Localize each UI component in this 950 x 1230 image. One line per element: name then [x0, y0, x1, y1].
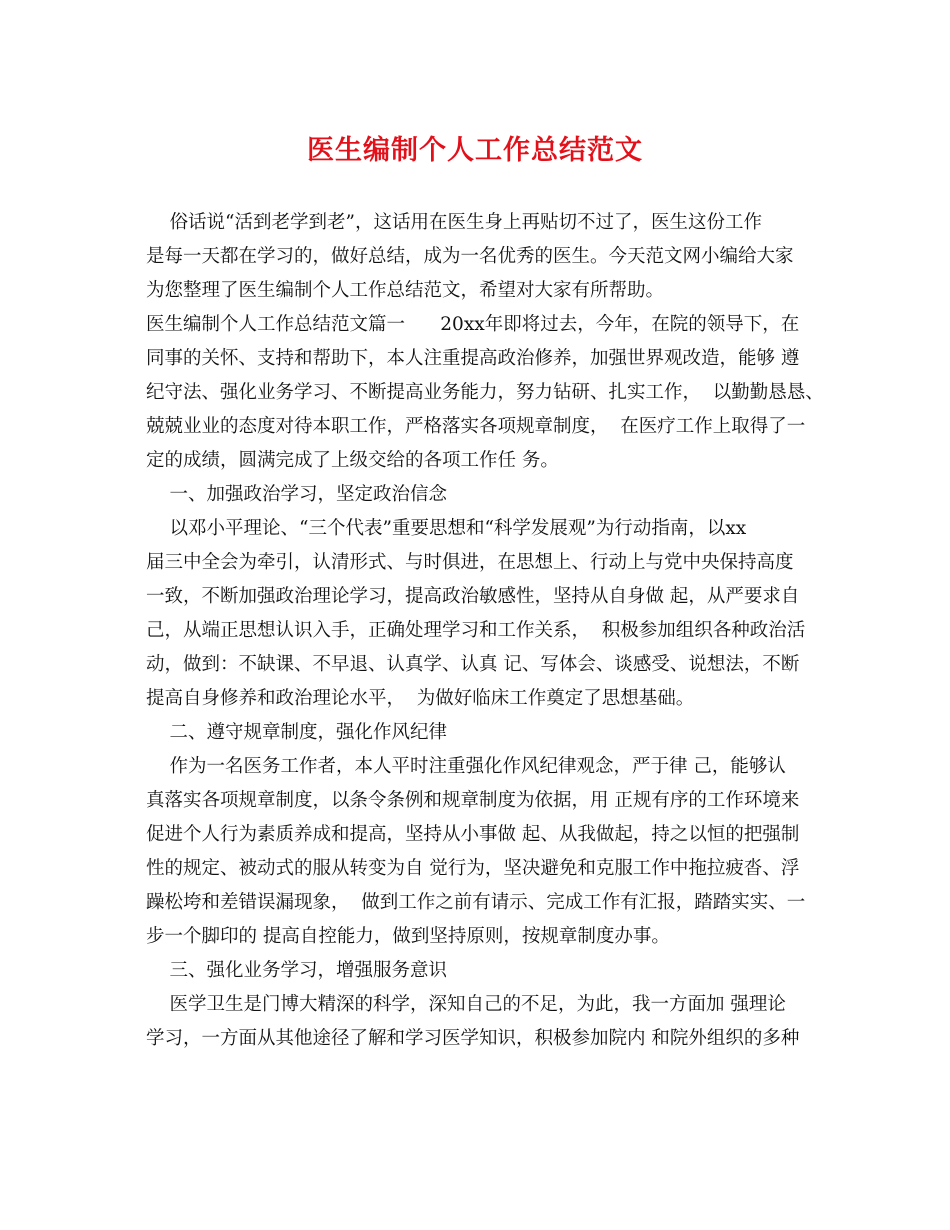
text-line: 真落实各项规章制度，以条令条例和规章制度为依据，用 正规有序的工作环境来	[146, 790, 800, 811]
text-line: 促进个人行为素质养成和提高，坚持从小事做 起、从我做起，持之以恒的把强制	[146, 824, 800, 845]
text-line: 一、加强政治学习，坚定政治信念	[146, 484, 448, 505]
text-line: 医学卫生是门博大精深的科学，深知自己的不足，为此，我一方面加 强理论	[146, 994, 786, 1015]
text-line: 纪守法、强化业务学习、不断提高业务能力，努力钻研、扎实工作， 以勤勤恳恳、	[146, 382, 824, 403]
text-line: 同事的关怀、支持和帮助下，本人注重提高政治修养，加强世界观改造，能够 遵	[146, 348, 800, 369]
text-line: 性的规定、被动式的服从转变为自 觉行为，坚决避免和克服工作中拖拉疲沓、浮	[146, 858, 800, 879]
text-line: 兢兢业业的态度对待本职工作，严格落实各项规章制度， 在医疗工作上取得了一	[146, 416, 806, 437]
text-line: 作为一名医务工作者，本人平时注重强化作风纪律观念，严于律 己，能够认	[146, 756, 786, 777]
text-line: 三、强化业务学习，增强服务意识	[146, 960, 448, 981]
text-line: 以邓小平理论、“三个代表”重要思想和“科学发展观”为行动指南，以xx	[146, 518, 747, 539]
text-line: 届三中全会为牵引，认清形式、与时俱进，在思想上、行动上与党中央保持高度	[146, 552, 794, 573]
document-body	[146, 206, 826, 1056]
text-line: 提高自身修养和政治理论水平， 为做好临床工作奠定了思想基础。	[146, 688, 695, 709]
text-line: 为您整理了医生编制个人工作总结范文，希望对大家有所帮助。	[146, 280, 665, 301]
text-line: 一致，不断加强政治理论学习，提高政治敏感性，坚持从自身做 起，从严要求自	[146, 586, 800, 607]
text-line: 己，从端正思想认识入手，正确处理学习和工作关系， 积极参加组织各种政治活	[146, 620, 806, 641]
document-title: 医生编制个人工作总结范文	[307, 135, 643, 166]
text-line: 俗话说“活到老学到老”，这话用在医生身上再贴切不过了，医生这份工作	[146, 212, 762, 233]
text-line: 步一个脚印的 提高自控能力，做到坚持原则，按规章制度办事。	[146, 926, 670, 947]
text-line: 学习，一方面从其他途径了解和学习医学知识，积极参加院内 和院外组织的多种	[146, 1028, 800, 1049]
text-line: 是每一天都在学习的，做好总结，成为一名优秀的医生。今天范文网小编给大家	[146, 246, 794, 267]
text-line: 二、遵守规章制度，强化作风纪律	[146, 722, 448, 743]
text-line: 动，做到：不缺课、不早退、认真学、认真 记、写体会、谈感受、说想法，不断	[146, 654, 800, 675]
text-line: 定的成绩，圆满完成了上级交给的各项工作任 务。	[146, 450, 559, 471]
text-line: 躁松垮和差错误漏现象， 做到工作之前有请示、完成工作有汇报，踏踏实实、一	[146, 892, 806, 913]
text-line: 医生编制个人工作总结范文篇一 20xx年即将过去，今年，在院的领导下，在	[146, 314, 800, 335]
